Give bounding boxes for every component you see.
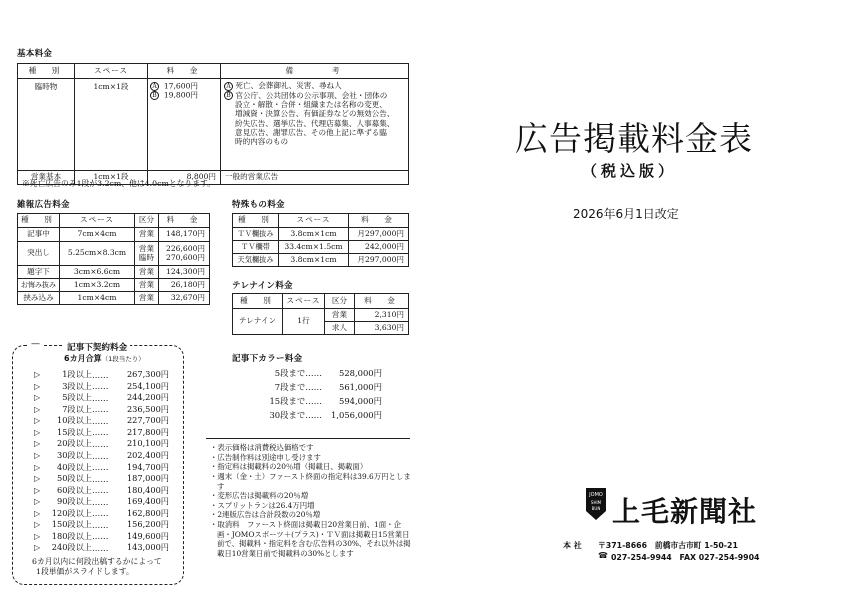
contract-row [34, 473, 169, 484]
type-cell: 挟み込み [18, 292, 60, 305]
teleline-fee-table [232, 293, 409, 335]
triangle-icon: ▷ [34, 393, 41, 403]
contract-row-price: 217,800円 [126, 426, 169, 437]
contract-fee-subtitle [64, 353, 145, 364]
category-cell: 営業 [135, 279, 159, 292]
leader-dots: …… [92, 508, 109, 519]
price-cell: 148,170円 [159, 228, 210, 242]
contract-row [34, 508, 169, 519]
note-item: ・指定料は掲載料の20％増（掲載日、掲載面） [210, 462, 368, 472]
price-cell: 32,670円 [159, 292, 210, 305]
contract-row-price: 187,000円 [126, 473, 169, 484]
remarks-cell: 一般的営業広告 [221, 171, 409, 185]
contract-row [34, 531, 169, 542]
leader-dots: …… [92, 496, 109, 507]
price-cell: 226,600円 270,600円 [159, 242, 210, 266]
price-a: 17,600円 [163, 81, 198, 91]
contract-row [34, 369, 169, 380]
remarks-cell [221, 79, 409, 171]
leader-dots: …… [92, 462, 109, 473]
category-cell: 営業 [325, 309, 355, 322]
header-price: 料 金 [355, 294, 409, 309]
contract-row [34, 450, 169, 461]
type-cell: 記事中 [18, 228, 60, 242]
triangle-icon: ▷ [34, 427, 41, 437]
type-cell: ＴＶ欄帯 [233, 241, 279, 254]
contract-footer [32, 557, 162, 577]
triangle-icon: ▷ [34, 416, 41, 426]
leader-dots: …… [92, 438, 109, 449]
header-space: スペース [279, 214, 349, 228]
company-tel: 027-254-9944 FAX 027-254-9904 [611, 553, 760, 562]
header-space: スペース [283, 294, 325, 309]
header-space: スペース [75, 64, 148, 79]
price-cell: 124,300円 [159, 266, 210, 279]
contract-row-label: 1段以上 [62, 369, 92, 380]
leader-dots: …… [92, 473, 109, 484]
teleline-fee-title: テレナイン料金 [232, 281, 293, 291]
company-logo-icon [583, 487, 609, 521]
triangle-icon: ▷ [34, 485, 41, 495]
contract-footer-line: 1段単価がスライドします。 [36, 567, 134, 577]
phone-icon: ☎ [598, 551, 608, 560]
triangle-icon: ▷ [34, 451, 41, 461]
basic-fee-note: ※死亡広告のみ1段が3.2cm、他は4.0cmとなります。 [22, 179, 215, 188]
header-category: 区分 [325, 294, 355, 309]
contract-row-price: 162,800円 [126, 507, 169, 518]
remark-b-line: 時的内容のもの [235, 137, 289, 146]
price-cell: 月297,000円 [349, 254, 409, 267]
company-name: 上毛新聞社 [612, 495, 758, 528]
space-cell: 7cm×4cm [60, 228, 135, 242]
triangle-icon: ▷ [34, 520, 41, 530]
triangle-icon: ▷ [34, 543, 41, 553]
note-item: ・2連版広告は合計段数の20％増 [210, 510, 321, 520]
space-cell: 1cm×1段 [75, 171, 148, 185]
contract-subtitle-note: （1段当たり） [101, 355, 145, 363]
contract-row-price: 180,400円 [126, 484, 169, 495]
contract-row [34, 542, 169, 553]
remark-a: 死亡、会葬御礼、災害、尋ね人 [235, 81, 342, 90]
contract-row [34, 438, 169, 449]
contract-row-label: 10段以上 [57, 415, 92, 426]
leader-dots: …… [92, 485, 109, 496]
contract-row-price: 254,100円 [126, 380, 169, 391]
type-cell: 臨時物 [18, 79, 75, 171]
color-fee-title: 記事下カラー料金 [232, 354, 303, 364]
header-type: 種 別 [18, 64, 75, 79]
marker-a-icon: A [150, 82, 159, 91]
space-cell: 5.25cm×8.3cm [60, 242, 135, 266]
leader-dots: …… [92, 531, 109, 542]
basic-fee-title: 基本料金 [17, 49, 53, 59]
header-category: 区分 [135, 214, 159, 228]
space-cell: 1cm×3.2cm [60, 279, 135, 292]
special-fee-table [232, 213, 409, 267]
note-item: ・変形広告は掲載料の20％増 [210, 491, 309, 501]
notes-divider [206, 438, 410, 439]
contract-row-price: 210,100円 [126, 438, 169, 449]
contract-footer-line: 6カ月以内に何段出稿するかによって [32, 557, 162, 566]
contract-row [34, 496, 169, 507]
contract-row-price: 143,000円 [126, 542, 169, 553]
triangle-icon: ▷ [34, 370, 41, 380]
category-cell: 営業 臨時 [135, 242, 159, 266]
contract-row-label: 3段以上 [62, 380, 92, 391]
header-type: 種 別 [18, 214, 60, 228]
contract-row [34, 427, 169, 438]
space-cell: 3.8cm×1cm [279, 228, 349, 241]
marker-b-icon: B [150, 91, 159, 100]
type-cell: お悔み抜み [18, 279, 60, 292]
contract-subtitle-main: 6カ月合算 [64, 354, 102, 363]
contract-row-label: 150段以上 [51, 519, 92, 530]
triangle-icon: ▷ [34, 439, 41, 449]
svg-text:BUN: BUN [591, 506, 601, 511]
contract-row-price: 194,700円 [126, 461, 169, 472]
space-cell: 1行 [283, 309, 325, 335]
header-price: 料 金 [148, 64, 221, 79]
type-cell: テレナイン [233, 309, 283, 335]
contract-row-price: 202,400円 [126, 450, 169, 461]
contract-row-price: 169,400円 [126, 496, 169, 507]
contract-row-label: 180段以上 [51, 530, 92, 541]
remark-b-line: 増減資・決算公告、有価証券などの無効公告、 [235, 109, 395, 119]
contract-row [34, 519, 169, 530]
price-b: 19,800円 [163, 90, 198, 100]
revision-date: 2026年6月1日改定 [573, 207, 679, 221]
leader-dots: …… [92, 519, 109, 530]
company-address: 〒371-8666 前橋市古市町 1-50-21 [598, 541, 738, 550]
header-remarks: 備 考 [221, 64, 409, 79]
contract-row [34, 404, 169, 415]
color-fee-row: 30段まで…… 1,056,000円 [269, 410, 382, 420]
contract-row-price: 149,600円 [126, 530, 169, 541]
header-price: 料 金 [349, 214, 409, 228]
type-cell: 営業基本 [18, 171, 75, 185]
contract-row-label: 90段以上 [57, 496, 92, 507]
note-item: ・週末（金・土）ファースト終面の指定料は39.6万円とします [210, 471, 411, 491]
triangle-icon: ▷ [34, 404, 41, 414]
category-cell: 求人 [325, 322, 355, 335]
leader-dots: …… [92, 427, 109, 438]
page-title: 広告掲載料金表 [515, 119, 753, 158]
space-cell: 1cm×1段 [75, 79, 148, 171]
contract-row-label: 7段以上 [62, 403, 92, 414]
contract-row [34, 415, 169, 426]
price-cell [148, 79, 221, 171]
leader-dots: …… [92, 369, 109, 380]
note-item: ・スプリットランは26.4万円増 [210, 500, 315, 510]
contract-row-price: 227,700円 [126, 415, 169, 426]
contract-row-price: 244,200円 [126, 392, 169, 403]
category-cell: 営業 [135, 292, 159, 305]
contract-row-price: 236,500円 [126, 403, 169, 414]
hq-label: 本 社 [563, 541, 582, 550]
price-cell: 月297,000円 [349, 228, 409, 241]
contract-row-label: 30段以上 [57, 450, 92, 461]
space-cell: 3.8cm×1cm [279, 254, 349, 267]
misc-fee-table [17, 213, 210, 305]
category-cell: 営業 [135, 266, 159, 279]
triangle-icon: ▷ [34, 381, 41, 391]
space-cell: 33.4cm×1.5cm [279, 241, 349, 254]
leader-dots: …… [92, 381, 109, 392]
marker-b-icon: B [224, 91, 233, 100]
marker-a-icon: A [224, 82, 233, 91]
contract-row-label: 120段以上 [51, 507, 92, 518]
svg-text:SHIM: SHIM [590, 500, 602, 505]
type-cell: 題字下 [18, 266, 60, 279]
leader-dots: …… [92, 542, 109, 553]
contract-row-label: 5段以上 [62, 392, 92, 403]
contract-row [34, 461, 169, 472]
contract-row-label: 60段以上 [57, 484, 92, 495]
space-cell: 1cm×4cm [60, 292, 135, 305]
triangle-icon: ▷ [34, 462, 41, 472]
leader-dots: …… [92, 404, 109, 415]
contract-row-price: 156,200円 [126, 519, 169, 530]
color-fee-row: 5段まで…… 528,000円 [274, 368, 382, 378]
category-cell: 営業 [135, 228, 159, 242]
contract-row [34, 485, 169, 496]
contract-row [34, 381, 169, 392]
contract-row-label: 15段以上 [57, 426, 92, 437]
note-item: ・表示価格は消費税込価格です [210, 443, 314, 452]
price-cell: 26,180円 [159, 279, 210, 292]
header-price: 料 金 [159, 214, 210, 228]
contract-row-price: 267,300円 [126, 369, 169, 380]
misc-fee-title: 雑報広告料金 [17, 200, 70, 210]
type-cell: ＴＶ欄抜み [233, 228, 279, 241]
contract-row-label: 40段以上 [57, 461, 92, 472]
leader-dots: …… [92, 392, 109, 403]
basic-fee-table [17, 63, 409, 185]
header-type: 種 別 [233, 214, 279, 228]
color-fee-row: 7段まで…… 561,000円 [274, 382, 382, 392]
leader-dots: …… [92, 415, 109, 426]
contract-fee-title: 記事下契約料金 [64, 341, 130, 353]
header-type: 種 別 [233, 294, 283, 309]
price-cell: 2,310円 [355, 309, 409, 322]
price-cell: 242,000円 [349, 241, 409, 254]
remark-b-line: 紛失広告、選挙広告、代理店募集、人事募集、 [235, 118, 395, 128]
note-item: ・取消料 ファースト終面は掲載日20営業日前、1面・企画・JOMOスポーツ＋(プラス)・ＴＶ面は掲載日15営業日前で、掲載料・指定料を含む広告料の30%、それ以外は掲載日10営業日前で掲載料の30%とします [210, 520, 411, 558]
leader-dots: …… [92, 450, 109, 461]
contract-dash: — [28, 339, 43, 349]
triangle-icon: ▷ [34, 474, 41, 484]
contract-row-label: 50段以上 [57, 473, 92, 484]
price-cell: 3,630円 [355, 322, 409, 335]
special-fee-title: 特殊もの料金 [232, 200, 285, 210]
type-cell: 突出し [18, 242, 60, 266]
contract-row-label: 240段以上 [51, 542, 92, 553]
triangle-icon: ▷ [34, 531, 41, 541]
note-item: ・広告制作料は別途申し受けます [210, 452, 321, 462]
header-space: スペース [60, 214, 135, 228]
notes-list [210, 443, 412, 559]
contract-row-label: 20段以上 [57, 438, 92, 449]
triangle-icon: ▷ [34, 497, 41, 507]
price-cell: 8,800円 [148, 171, 221, 185]
remark-b-line: 意見広告、謝罪広告、その他上記に準ずる臨 [235, 127, 387, 137]
color-fee-row: 15段まで…… 594,000円 [269, 396, 382, 406]
remark-b-line: 設立・解散・合併・組織または名称の変更、 [235, 100, 387, 109]
triangle-icon: ▷ [34, 508, 41, 518]
svg-text:JOMO: JOMO [589, 492, 603, 498]
type-cell: 天気欄抜み [233, 254, 279, 267]
contract-row [34, 392, 169, 403]
remark-b-line: 官公庁、公共団体の公示事項、会社・団体の [235, 90, 388, 100]
space-cell: 3cm×6.6cm [60, 266, 135, 279]
page-subtitle: （税込版） [582, 162, 678, 180]
